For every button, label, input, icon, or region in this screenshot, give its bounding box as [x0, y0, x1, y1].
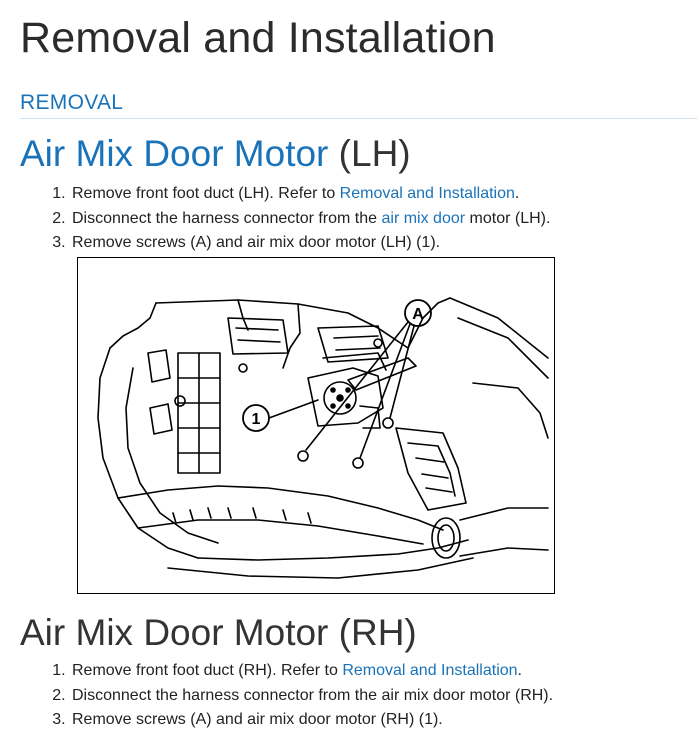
heading-suffix-lh: (LH) — [328, 133, 411, 174]
step-text-end: . — [517, 662, 522, 679]
step-text: Disconnect the harness connector from the — [72, 209, 382, 227]
list-item: 3. Remove screws (A) and air mix door motor (RH) (1). — [70, 708, 553, 733]
heading-air-mix-door-motor-lh — [20, 133, 411, 175]
heading-air-mix-door-motor-rh: Air Mix Door Motor (RH) — [20, 612, 417, 653]
page-title: Removal and Installation — [20, 14, 496, 62]
link-air-mix-door[interactable]: air mix door — [381, 209, 466, 227]
step-text-end: . — [514, 185, 520, 202]
air-mix-door-motor-diagram — [77, 257, 555, 594]
section-label-removal: REMOVAL — [20, 91, 124, 114]
list-item — [70, 659, 553, 684]
callout-1-label: 1 — [251, 411, 261, 428]
step-text-end: motor (LH). — [465, 209, 551, 227]
list-item: 2. Disconnect the harness connector from the air mix door motor (RH). — [70, 684, 553, 709]
heading-link-air-mix-door-motor[interactable]: Air Mix Door Motor — [20, 133, 329, 174]
list-item — [70, 182, 550, 207]
list-item: 3. Remove screws (A) and air mix door motor (LH) (1). — [70, 231, 550, 256]
steps-list-rh — [52, 659, 553, 733]
steps-list-lh — [52, 182, 550, 256]
callout-a-label: A — [412, 306, 424, 323]
step-text: Remove front foot duct (RH). Refer to — [72, 662, 343, 679]
step-text: Remove front foot duct (LH). Refer to — [72, 185, 340, 202]
list-item — [70, 207, 550, 232]
link-removal-and-installation[interactable]: Removal and Installation — [339, 185, 515, 202]
section-divider — [20, 118, 697, 119]
link-removal-and-installation[interactable]: Removal and Installation — [342, 662, 518, 679]
